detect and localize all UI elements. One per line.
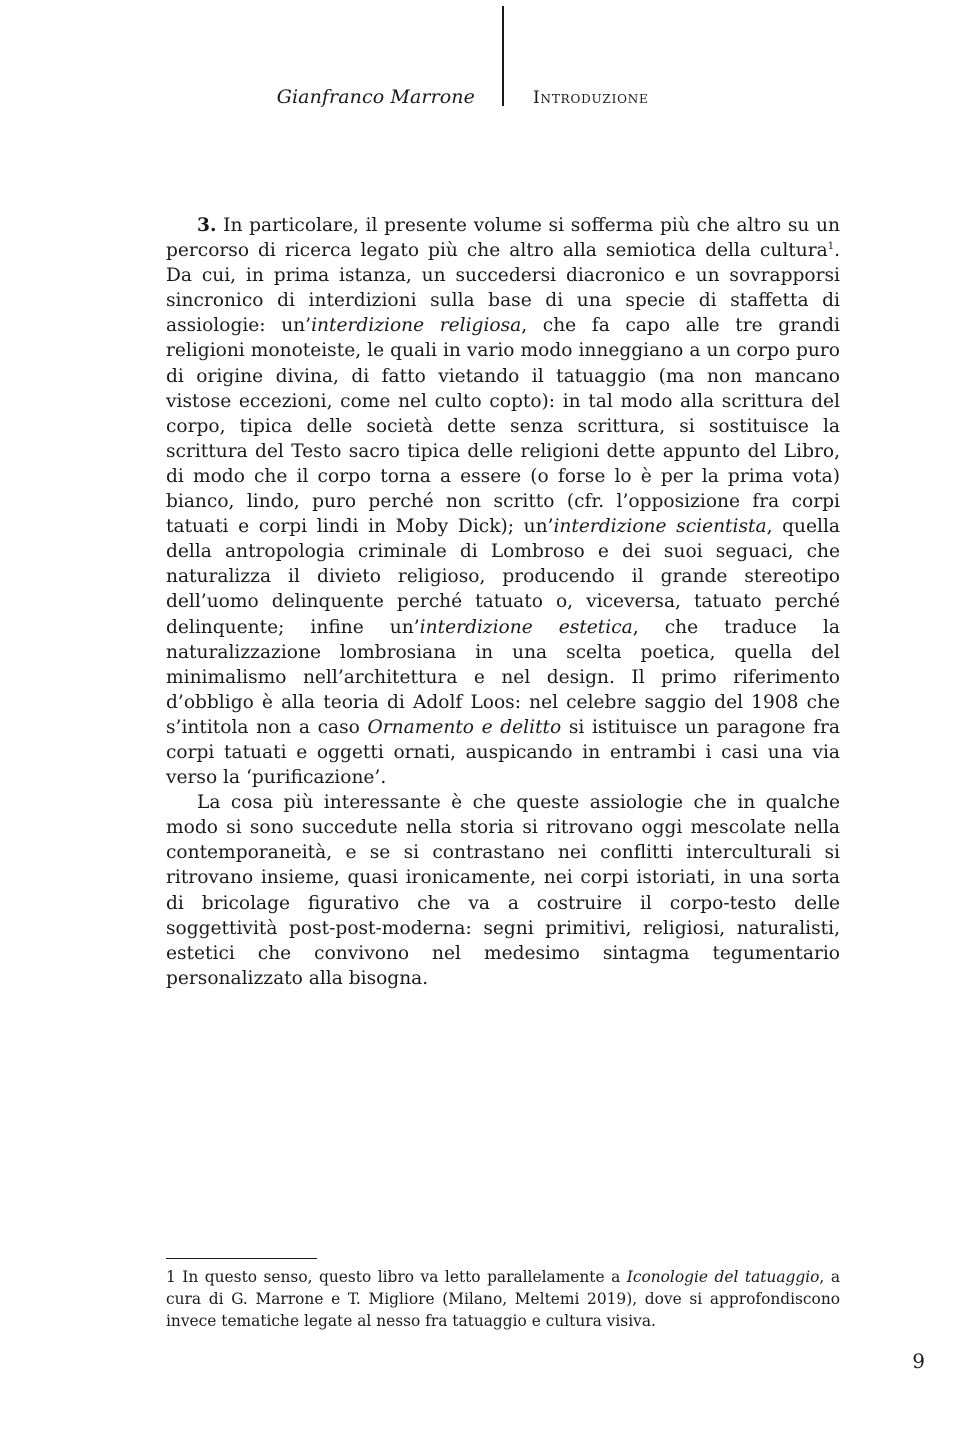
- page-number: 9: [912, 1349, 925, 1373]
- footnote-number: 1: [166, 1268, 176, 1286]
- footnote-separator: [166, 1258, 317, 1259]
- emphasis-term: interdizione scientista: [553, 516, 767, 538]
- paragraph-2: La cosa più interessante è che queste assiologie che in qualche modo si sono succedute nella storia si ritrovano oggi mescolate nella contemporaneità, e se si contrastano nei conflitti interculturali si ritrovano insieme, quasi ironicamente, nei corpi istoriati, in una sorta di bricolage figurativo che va a costruire il corpo-testo delle soggettività post-post-moderna: segni primitivi, religiosi, naturalisti, estetici che convivono nel medesimo sintagma tegumentario personalizzato alla bisogna.: [166, 792, 840, 989]
- text-run: In particolare, il presente volume si sofferma più che altro su un percorso di ricerca legato più che altro alla semiotica della cultura: [166, 215, 840, 262]
- running-header-section: Introduzione: [533, 88, 649, 108]
- emphasis-term: interdizione estetica: [419, 616, 633, 638]
- footnote: [166, 1266, 840, 1332]
- header-divider: [502, 6, 504, 106]
- paragraph-section-3: [166, 213, 840, 790]
- text-run: si istituisce un paragone fra corpi tatuati e oggetti ornati, auspicando in entrambi i casi una via verso la ‘purificazione’.: [166, 716, 840, 789]
- running-header-author: Gianfranco Marrone: [276, 86, 475, 108]
- section-number: 3.: [197, 215, 217, 236]
- main-text: [166, 213, 840, 991]
- text-run: . Da cui, in prima istanza, un succedersi diacronico e un sovrapporsi sincronico di interdizioni sulla base di una specie di staffetta di assiologie: un’: [166, 240, 840, 337]
- footnote-reference[interactable]: 1: [827, 240, 835, 252]
- emphasis-term: interdizione religiosa: [311, 315, 522, 337]
- text-run: , che fa capo alle tre grandi religioni monoteiste, le quali in vario modo inneggiano a un corpo puro di origine divina, di fatto vietando il tatuaggio (ma non mancano vistose eccezioni, come nel culto copto): in tal modo alla scrittura del corpo, tipica delle società dette senza scrittura, si sostituisce la scrittura del Testo sacro tipica delle religioni dette appunto del Libro, di modo che il corpo torna a essere (o forse lo è per la prima vota) bianco, lindo, puro perché non scritto (cfr. l’opposizione fra corpi tatuati e corpi lindi in Moby Dick); un’: [166, 315, 840, 538]
- footnote-book-title: Iconologie del tatuaggio: [626, 1268, 820, 1286]
- footnote-text: In questo senso, questo libro va letto parallelamente a: [175, 1268, 627, 1286]
- text-run: , quella della antropologia criminale di Lombroso e dei suoi seguaci, che naturalizza il divieto religioso, producendo il grande stereotipo dell’uomo delinquente perché tatuato o, viceversa, tatuato perché delinquente; infine un’: [166, 516, 840, 638]
- book-title: Ornamento e delitto: [367, 716, 562, 738]
- footnote-text: , a cura di G. Marrone e T. Migliore (Milano, Meltemi 2019), dove si approfondiscono invece tematiche legate al nesso fra tatuaggio e cultura visiva.: [166, 1268, 840, 1330]
- text-run: , che traduce la naturalizzazione lombrosiana in una scelta poetica, quella del minimalismo nell’architettura e nel design. Il primo riferimento d’obbligo è alla teoria di Adolf Loos: nel celebre saggio del 1908 che s’intitola non a caso: [166, 616, 841, 738]
